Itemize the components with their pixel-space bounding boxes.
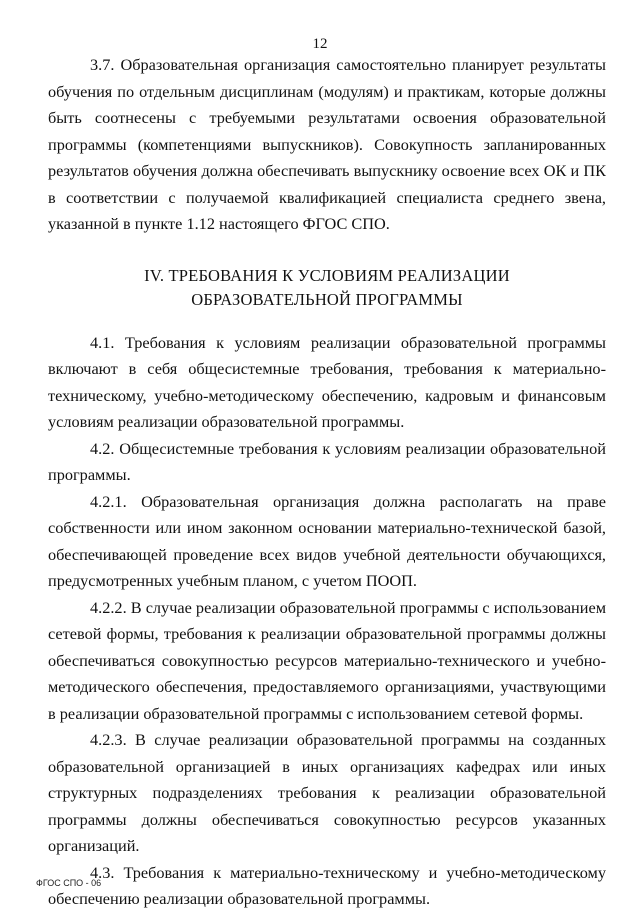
paragraph-4-1: 4.1. Требования к условиям реализации образовательной программы включают в себя общесистемные требования, требования к материально-техническому, учебно-методическому обеспечению, кадровым и финансовым условиям реализации образовательной программы. (48, 332, 606, 431)
paragraph-4-2-3: 4.2.3. В случае реализации образовательной программы на созданных образовательной организацией в иных организациях кафедрах или иных структурных подразделениях требования к реализации образовательной программы должны обеспечиваться совокупностью ресурсов указанных организаций. (48, 730, 606, 855)
paragraph-4-2-1: 4.2.1. Образовательная организация должна располагать на праве собственности или ином законном основании материально-технической базой, обеспечивающей проведение всех видов учебной деятельности обучающихся, предусмотренных учебным планом, с учетом ПООП. (48, 491, 606, 590)
heading-line-1: IV. ТРЕБОВАНИЯ К УСЛОВИЯМ РЕАЛИЗАЦИИ (144, 265, 510, 285)
paragraph-4-2-2: 4.2.2. В случае реализации образовательной программы с использованием сетевой формы, требования к реализации образовательной программы должны обеспечиваться совокупностью ресурсов материально-технического и учебно-методического обеспечения, предоставляемого организациями, участвующими в реализации образовательной программы с использованием сетевой формы. (48, 597, 606, 723)
paragraph-4-3: 4.3. Требования к материально-техническому и учебно-методическому обеспечению реализации образовательной программы. (48, 862, 606, 908)
heading-line-2: ОБРАЗОВАТЕЛЬНОЙ ПРОГРАММЫ (191, 289, 463, 309)
page-footer: ФГОС СПО - 06 (36, 878, 102, 888)
paragraph-4-2: 4.2. Общесистемные требования к условиям реализации образовательной программы. (48, 438, 606, 484)
page-number: 12 (312, 36, 328, 52)
paragraph-3-7: 3.7. Образовательная организация самостоятельно планирует результаты обучения по отдельным дисциплинам (модулям) и практикам, которые должны быть соотнесены с требуемыми результатами освоения образовательной программы (компетенциями выпускников). Совокупность запланированных результатов обучения должна обеспечивать выпускнику освоение всех ОК и ПК в соответствии с получаемой квалификацией специалиста среднего звена, указанной в пункте 1.12 настоящего ФГОС СПО. (48, 55, 606, 233)
section-heading (48, 264, 606, 312)
document-body (48, 52, 606, 913)
